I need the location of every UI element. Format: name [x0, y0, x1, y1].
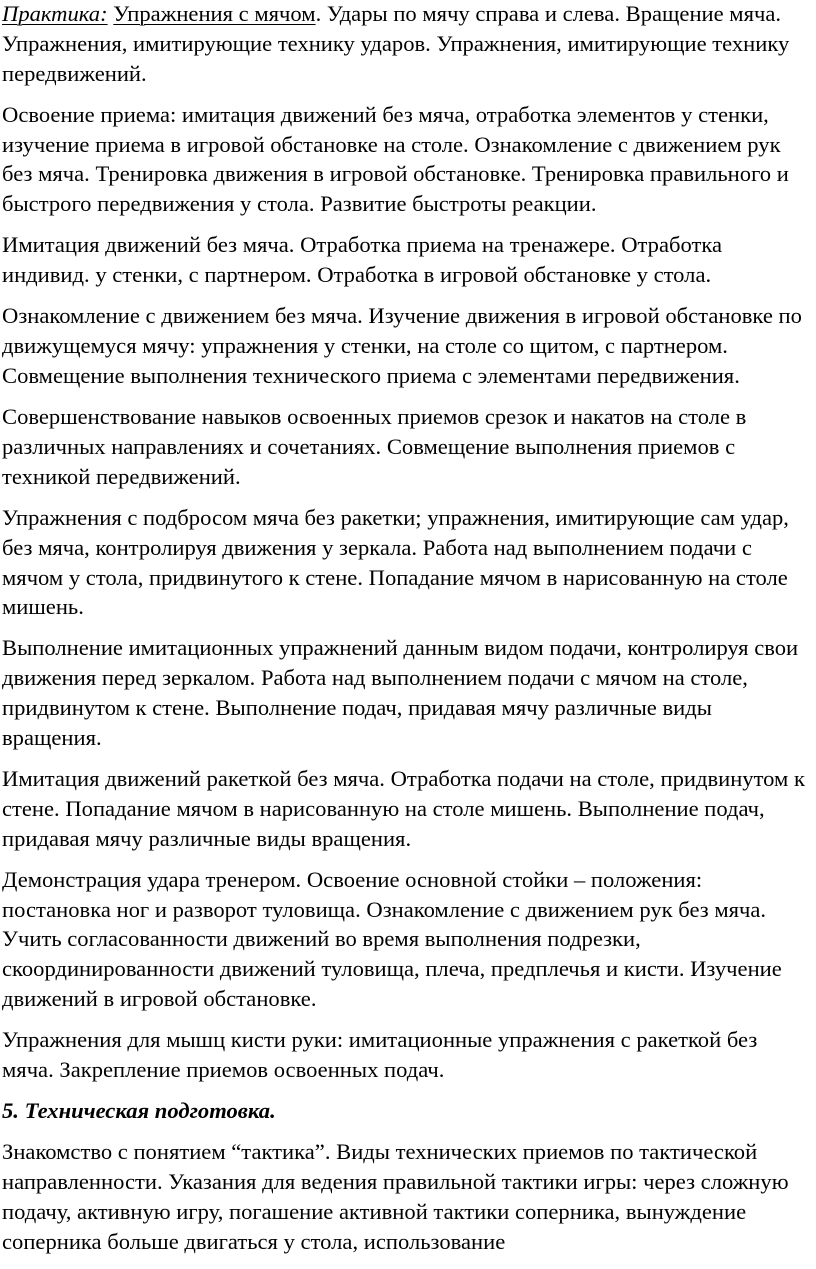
paragraph-4: Совершенствование навыков освоенных приемов срезок и накатов на столе в различных направлениях и сочетаниях. Совмещение выполнения приемов с техникой передвижений. — [2, 404, 747, 489]
paragraph-8: Демонстрация удара тренером. Освоение основной стойки – положения: постановка ног и разворот туловища. Ознакомление с движением рук без мяча. Учить согласованности движений во время выполнения подрезки, скоординированности движений туловища, плеча, предплечья и кисти. Изучение движений в игровой обстановке. — [2, 866, 782, 1012]
paragraph-2: Имитация движений без мяча. Отработка приема на тренажере. Отработка индивид. у стенки, с партнером. Отработка в игровой обстановке у стола. — [2, 232, 723, 288]
paragraph-7: Имитация движений ракеткой без мяча. Отработка подачи на столе, придвинутом к стене. Попадание мячом в нарисованную на столе мишень. Выполнение подач, придавая мячу различные виды вращения. — [2, 766, 805, 851]
intro-text: . Удары по мячу справа и слева. Вращение мяча. Упражнения, имитирующие технику ударов. Упражнения, имитирующие технику передвижений. — [2, 1, 790, 86]
practice-label: Практика: — [2, 1, 108, 26]
section-heading: 5. Техническая подготовка. — [2, 1098, 276, 1124]
paragraph-6: Выполнение имитационных упражнений данным видом подачи, контролируя свои движения перед зеркалом. Работа над выполнением подачи с мячом на столе, придвинутом к стене. Выполнение подач, придавая мячу различные виды вращения. — [2, 635, 799, 750]
paragraph-9: Упражнения для мышц кисти руки: имитационные упражнения с ракеткой без мяча. Закрепление приемов освоенных подач. — [2, 1027, 758, 1083]
final-paragraph: Знакомство с понятием “тактика”. Виды технических приемов по тактической направленности. Указания для ведения правильной тактики игры: через сложную подачу, активную игру, погашение активной тактики соперника, вынуждение соперника больше двигаться у стола, использование — [2, 1139, 789, 1254]
paragraph-5: Упражнения с подбросом мяча без ракетки; упражнения, имитирующие сам удар, без мяча, контролируя движения у зеркала. Работа над выполнением подачи с мячом у стола, придвинутого к стене. Попадание мячом в нарисованную на столе мишень. — [2, 504, 789, 620]
exercises-with-ball-label: Упражнения с мячом — [113, 1, 316, 26]
paragraph-1: Освоение приема: имитация движений без мяча, отработка элементов у стенки, изучение приема в игровой обстановке на столе. Ознакомление с движением рук без мяча. Тренировка движения в игровой обстановке. Тренировка правильного и быстрого передвижения у стола. Развитие быстроты реакции. — [2, 101, 789, 217]
paragraph-3: Ознакомление с движением без мяча. Изучение движения в игровой обстановке по движущемуся мячу: упражнения у стенки, на столе со щитом, с партнером. Совмещение выполнения технического приема с элементами передвижения. — [2, 303, 802, 388]
intro-paragraph — [2, 0, 808, 88]
